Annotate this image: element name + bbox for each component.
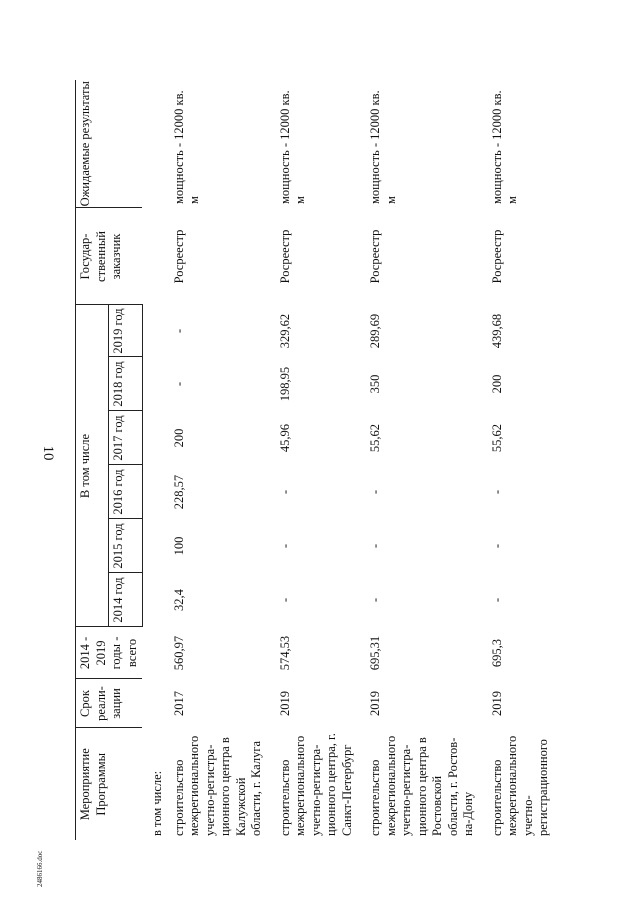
- intro-text: в том числе:: [150, 770, 164, 836]
- row-term: 2019: [368, 691, 382, 716]
- page-number: 10: [40, 445, 56, 461]
- row-2014: 32,4: [171, 589, 186, 611]
- header-activity: Мероприятие Программы: [76, 728, 143, 840]
- row-2017: 55,62: [368, 423, 382, 453]
- row-2019: 439,68: [489, 313, 504, 349]
- row-2014: -: [368, 597, 382, 603]
- row-2018: -: [171, 381, 186, 387]
- row-2015: -: [277, 543, 292, 549]
- row-term: 2017: [171, 691, 186, 716]
- row-total: 560,97: [171, 635, 186, 671]
- row-total: 695,31: [368, 635, 382, 671]
- program-table: [75, 80, 562, 840]
- row-activity: строительство межрегионального учетно-регистра-ционного центра, г. Санкт-Петербург: [277, 733, 354, 836]
- row-2015: 100: [171, 536, 186, 556]
- header-year-2016: 2016 год: [109, 465, 142, 519]
- row-2018: 200: [489, 374, 504, 394]
- row-2016: -: [489, 489, 504, 495]
- header-year-2014: 2014 год: [109, 573, 142, 627]
- table-row: [275, 80, 366, 840]
- row-2019: 289,69: [368, 313, 382, 349]
- header-year-2017: 2017 год: [109, 411, 142, 465]
- row-2018: 198,95: [277, 366, 292, 402]
- row-total: 695,3: [489, 638, 504, 668]
- row-2018: 350: [368, 374, 382, 394]
- table-row: [365, 80, 487, 840]
- row-results: мощность - 12000 кв. м: [171, 90, 201, 204]
- header-year-2018: 2018 год: [109, 357, 142, 411]
- row-customer: Росреестр: [368, 229, 382, 284]
- row-2019: -: [171, 328, 186, 334]
- row-2016: 228,57: [171, 474, 186, 510]
- row-results: мощность - 12000 кв. м: [368, 90, 398, 204]
- row-customer: Росреестр: [489, 229, 504, 284]
- header-year-2015: 2015 год: [109, 519, 142, 573]
- row-customer: Росреестр: [171, 229, 186, 284]
- row-activity: строительство межрегионального учетно-регистра-ционного центра в Калужской области, г. Калуга: [171, 735, 263, 836]
- row-total: 574,53: [277, 635, 292, 671]
- table-row: [169, 80, 275, 840]
- header-including: В том числе: [76, 305, 109, 627]
- row-2016: -: [277, 489, 292, 495]
- row-term: 2019: [277, 691, 292, 716]
- row-activity: строительство межрегионального учетно-регистрационного: [489, 735, 550, 836]
- row-2014: -: [489, 597, 504, 603]
- row-term: 2019: [489, 691, 504, 716]
- header-year-2019: 2019 год: [109, 305, 142, 357]
- header-term: Срок реали-зации: [76, 679, 143, 728]
- footer-filename: 2486166.doc: [36, 850, 44, 887]
- header-customer: Государ-ственный заказчик: [76, 208, 143, 305]
- header-results: Ожидаемые результаты: [76, 80, 143, 208]
- table-row: [487, 80, 562, 840]
- header-total: 2014 - 2019 годы - всего: [76, 627, 143, 679]
- row-2015: -: [489, 543, 504, 549]
- row-activity: строительство межрегионального учетно-регистра-ционного центра в Ростовской области, г. Ростов-на-Дону: [368, 735, 475, 836]
- row-2017: 55,62: [489, 423, 504, 453]
- rotated-table-container: [75, 80, 555, 840]
- row-results: мощность - 12000 кв. м: [489, 90, 519, 204]
- row-2015: -: [368, 543, 382, 549]
- row-customer: Росреестр: [277, 229, 292, 284]
- row-2016: -: [368, 489, 382, 495]
- row-results: мощность - 12000 кв. м: [277, 90, 307, 204]
- row-2019: 329,62: [277, 313, 292, 349]
- row-2017: 45,96: [277, 423, 292, 453]
- row-2017: 200: [171, 428, 186, 448]
- row-2014: -: [277, 597, 292, 603]
